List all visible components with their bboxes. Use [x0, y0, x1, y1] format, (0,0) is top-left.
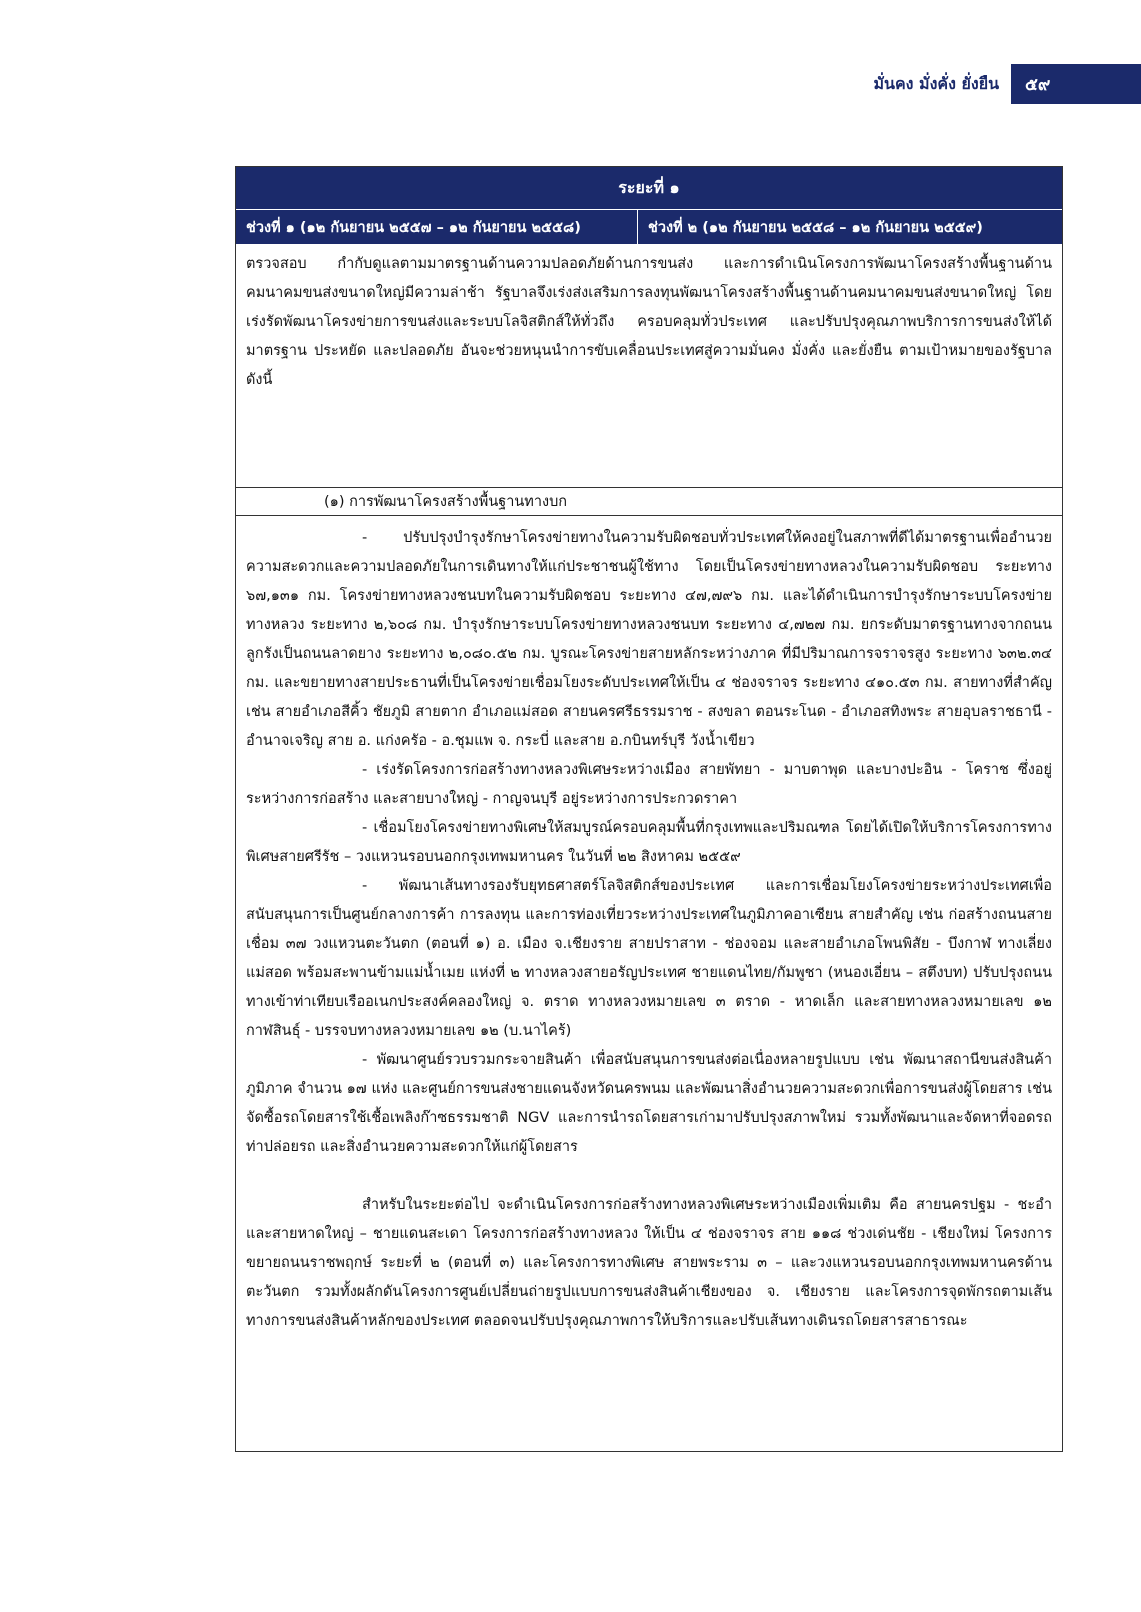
phase-title: ระยะที่ ๑	[236, 167, 1062, 210]
period-1: ช่วงที่ ๑ (๑๒ กันยายน ๒๕๕๗ – ๑๒ กันยายน ๒๕๕๘)	[236, 210, 638, 244]
period-2: ช่วงที่ ๒ (๑๒ กันยายน ๒๕๕๘ – ๑๒ กันยายน ๒๕๕๙)	[648, 219, 983, 236]
paragraph-next-phase: สำหรับในระยะต่อไป จะดำเนินโครงการก่อสร้างทางหลวงพิเศษระหว่างเมืองเพิ่มเติม คือ สายนครปฐม - ชะอำ และสายหาดใหญ่ – ชายแดนสะเดา โครงการก่อสร้างทางหลวง ให้เป็น ๔ ช่องจราจร สาย ๑๑๘ ช่วงเด่นชัย - เชียงใหม่ โครงการขยายถนนราชพฤกษ์ ระยะที่ ๒ (ตอนที่ ๓) และโครงการทางพิเศษ สายพระราม ๓ – และวงแหวนรอบนอกกรุงเทพมหานครด้านตะวันตก รวมทั้งผลักดันโครงการศูนย์เปลี่ยนถ่ายรูปแบบการขนส่งสินค้าเชียงของ จ. เชียงราย และโครงการจุดพักรถตามเส้นทางการขนส่งสินค้าหลักของประเทศ ตลอดจนปรับปรุงคุณภาพการให้บริการและปรับเส้นทางเดินรถโดยสารสาธารณะ	[246, 1197, 1052, 1329]
paragraph-logistics-routes: - พัฒนาเส้นทางรองรับยุทธศาสตร์โลจิสติกส์ของประเทศ และการเชื่อมโยงโครงข่ายระหว่างประเทศเพื่อสนับสนุนการเป็นศูนย์กลางการค้า การลงทุน และการท่องเที่ยวระหว่างประเทศในภูมิภาคอาเซียน สายสำคัญ เช่น ก่อสร้างถนนสายเชื่อม ๓๗ วงแหวนตะวันตก (ตอนที่ ๑) อ. เมือง จ.เชียงราย สายปราสาท - ช่องจอม และสายอำเภอโพนพิสัย - บึงกาฬ ทางเลี่ยงแม่สอด พร้อมสะพานข้ามแม่น้ำเมย แห่งที่ ๒ ทางหลวงสายอรัญประเทศ ชายแดนไทย/กัมพูชา (หนองเอี่ยน – สตึงบท) ปรับปรุงถนนทางเข้าท่าเทียบเรืออเนกประสงค์คลองใหญ่ จ. ตราด ทางหลวงหมายเลข ๓ ตราด - หาดเล็ก และสายทางหลวงหมายเลข ๑๒ กาฬสินธุ์ - บรรจบทางหลวงหมายเลข ๑๒ (บ.นาไคร้)	[246, 878, 1052, 1039]
paragraph-motorway-construction: - เร่งรัดโครงการก่อสร้างทางหลวงพิเศษระหว่างเมือง สายพัทยา - มาบตาพุด และบางปะอิน - โคราช ซึ่งอยู่ระหว่างการก่อสร้าง และสายบางใหญ่ - กาญจนบุรี อยู่ระหว่างการประกวดราคา	[246, 762, 1052, 807]
page-number: ๕๙	[1011, 64, 1141, 104]
content-table	[235, 166, 1063, 1452]
paragraph-expressway-network: - เชื่อมโยงโครงข่ายทางพิเศษให้สมบูรณ์ครอบคลุมพื้นที่กรุงเทพและปริมณฑล โดยได้เปิดให้บริการโครงการทางพิเศษสายศรีรัช – วงแหวนรอบนอกกรุงเทพมหานคร ในวันที่ ๒๒ สิงหาคม ๒๕๕๙	[246, 820, 1052, 865]
header-title: มั่นคง มั่งคั่ง ยั่งยืน	[873, 73, 999, 93]
paragraph-road-maintenance: - ปรับปรุงบำรุงรักษาโครงข่ายทางในความรับผิดชอบทั่วประเทศให้คงอยู่ในสภาพที่ดีได้มาตรฐานเพื่ออำนวยความสะดวกและความปลอดภัยในการเดินทางให้แก่ประชาชนผู้ใช้ทาง โดยเป็นโครงข่ายทางหลวงในความรับผิดชอบ ระยะทาง ๖๗,๑๓๑ กม. โครงข่ายทางหลวงชนบทในความรับผิดชอบ ระยะทาง ๔๗,๗๙๖ กม. และได้ดำเนินการบำรุงรักษาระบบโครงข่ายทางหลวง ระยะทาง ๒,๖๐๘ กม. บำรุงรักษาระบบโครงข่ายทางหลวงชนบท ระยะทาง ๔,๗๒๗ กม. ยกระดับมาตรฐานทางจากถนนลูกรังเป็นถนนลาดยาง ระยะทาง ๒,๐๘๐.๕๒ กม. บูรณะโครงข่ายสายหลักระหว่างภาค ที่มีปริมาณการจราจรสูง ระยะทาง ๖๓๒.๓๔ กม. และขยายทางสายประธานที่เป็นโครงข่ายเชื่อมโยงระดับประเทศให้เป็น ๔ ช่องจราจร ระยะทาง ๔๑๐.๕๓ กม. สายทางที่สำคัญ เช่น สายอำเภอสีคิ้ว ชัยภูมิ สายตาก อำเภอแม่สอด สายนครศรีธรรมราช - สงขลา ตอนระโนด - อำเภอสทิงพระ สายอุบลราชธานี - อำนาจเจริญ สาย อ. แก่งครัอ - อ.ชุมแพ จ. กระบี่ และสาย อ.กบินทร์บุรี วังน้ำเขียว	[246, 530, 1052, 749]
section-body	[236, 516, 1062, 1344]
period-row	[236, 210, 1062, 244]
paragraph-distribution-centers: - พัฒนาศูนย์รวบรวมกระจายสินค้า เพื่อสนับสนุนการขนส่งต่อเนื่องหลายรูปแบบ เช่น พัฒนาสถานีขนส่งสินค้าภูมิภาค จำนวน ๑๗ แห่ง และศูนย์การขนส่งชายแดนจังหวัดนครพนม และพัฒนาสิ่งอำนวยความสะดวกเพื่อการขนส่งผู้โดยสาร เช่น จัดซื้อรถโดยสารใช้เชื้อเพลิงก๊าซธรรมชาติ NGV และการนำรถโดยสารเก่ามาปรับปรุงสภาพใหม่ รวมทั้งพัฒนาและจัดหาที่จอดรถ ท่าปล่อยรถ และสิ่งอำนวยความสะดวกให้แก่ผู้โดยสาร	[246, 1052, 1052, 1155]
section-title: (๑) การพัฒนาโครงสร้างพื้นฐานทางบก	[236, 488, 1062, 516]
page-header	[873, 64, 1141, 104]
intro-paragraph: ตรวจสอบ กำกับดูแลตามมาตรฐานด้านความปลอดภัยด้านการขนส่ง และการดำเนินโครงการพัฒนาโครงสร้างพื้นฐานด้านคมนาคมขนส่งขนาดใหญ่มีความล่าช้า รัฐบาลจึงเร่งส่งเสริมการลงทุนพัฒนาโครงสร้างพื้นฐานด้านคมนาคมขนส่งขนาดใหญ่ โดยเร่งรัดพัฒนาโครงข่ายการขนส่งและระบบโลจิสติกส์ให้ทั่วถึง ครอบคลุมทั่วประเทศ และปรับปรุงคุณภาพบริการการขนส่งให้ได้มาตรฐาน ประหยัด และปลอดภัย อันจะช่วยหนุนนำการขับเคลื่อนประเทศสู่ความมั่นคง มั่งคั่ง และยั่งยืน ตามเป้าหมายของรัฐบาล ดังนี้	[236, 244, 1062, 488]
